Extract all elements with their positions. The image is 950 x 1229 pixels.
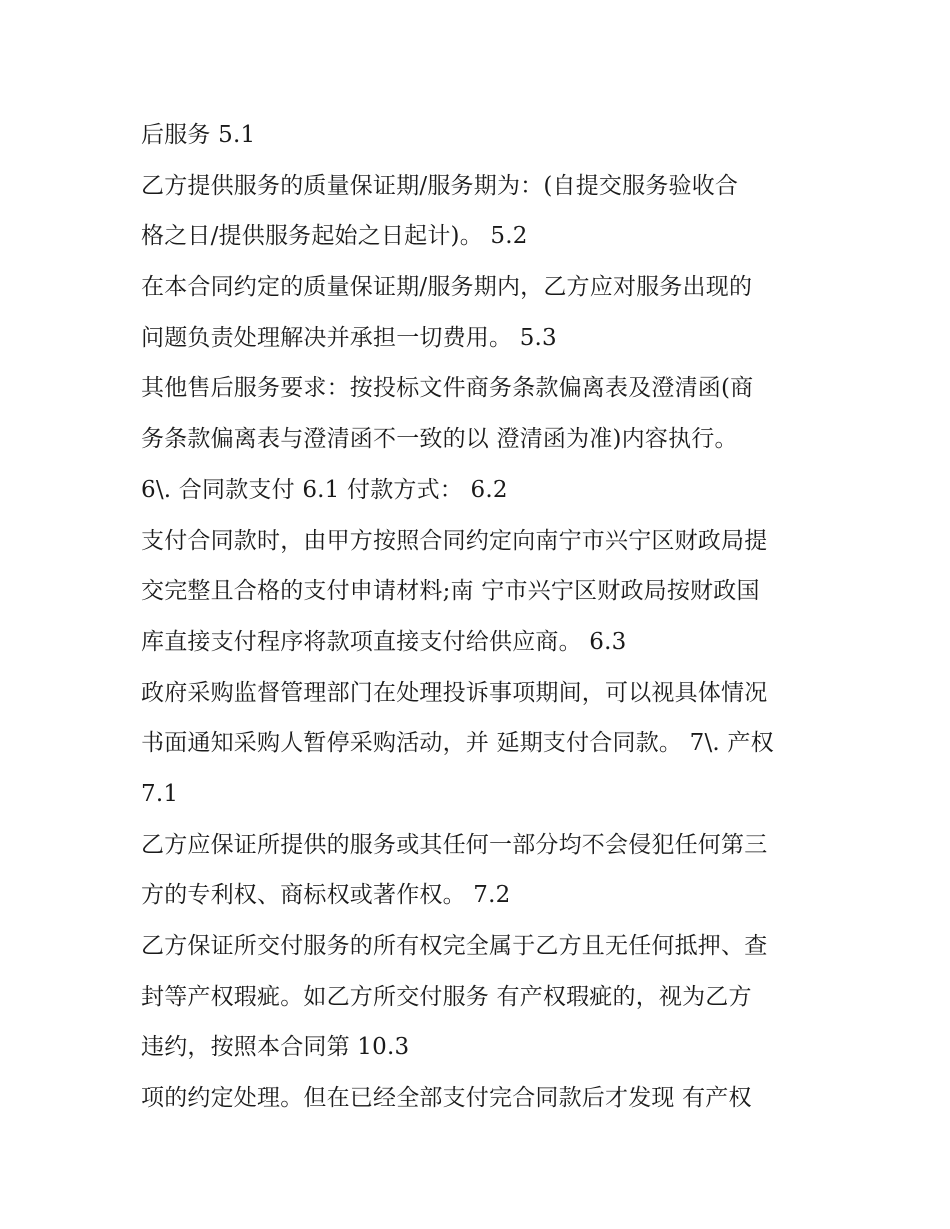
text-line: 书面通知采购人暂停采购活动，并 延期支付合同款。 7\. 产权 [141,730,774,757]
text-line: 库直接支付程序将款项直接支付给供应商。 6.3 [141,628,627,655]
text-line: 项的约定处理。但在已经全部支付完合同款后才发现 有产权 [141,1085,752,1112]
text-line: 问题负责处理解决并承担一切费用。 5.3 [141,324,557,351]
text-line: 务条款偏离表与澄清函不一致的以 澄清函为准)内容执行。 [141,426,738,453]
text-line: 在本合同约定的质量保证期/服务期内，乙方应对服务出现的 [141,274,753,301]
text-line: 乙方保证所交付服务的所有权完全属于乙方且无任何抵押、查 [141,933,768,959]
text-line: 乙方应保证所提供的服务或其任何一部分均不会侵犯任何第三 [141,831,768,858]
document-body [141,110,821,1124]
text-line: 违约，按照本合同第 10.3 [141,1034,410,1061]
text-line: 6\. 合同款支付 6.1 付款方式： 6.2 [141,476,508,503]
text-line: 交完整且合格的支付申请材料;南 宁市兴宁区财政局按财政国 [141,578,760,605]
text-line: 乙方提供服务的质量保证期/服务期为：(自提交服务验收合 [141,172,739,199]
text-line: 封等产权瑕疵。如乙方所交付服务 有产权瑕疵的，视为乙方 [141,983,752,1010]
text-line: 方的专利权、商标权或著作权。 7.2 [141,882,511,909]
text-line: 后服务 5.1 [141,122,256,148]
text-line: 格之日/提供服务起始之日起计)。 5.2 [141,223,528,250]
text-line: 政府采购监督管理部门在处理投诉事项期间，可以视具体情况 [141,679,768,706]
text-line: 支付合同款时，由甲方按照合同约定向南宁市兴宁区财政局提 [141,527,768,554]
text-line: 7.1 [141,780,179,807]
text-line: 其他售后服务要求：按投标文件商务条款偏离表及澄清函(商 [141,375,754,402]
